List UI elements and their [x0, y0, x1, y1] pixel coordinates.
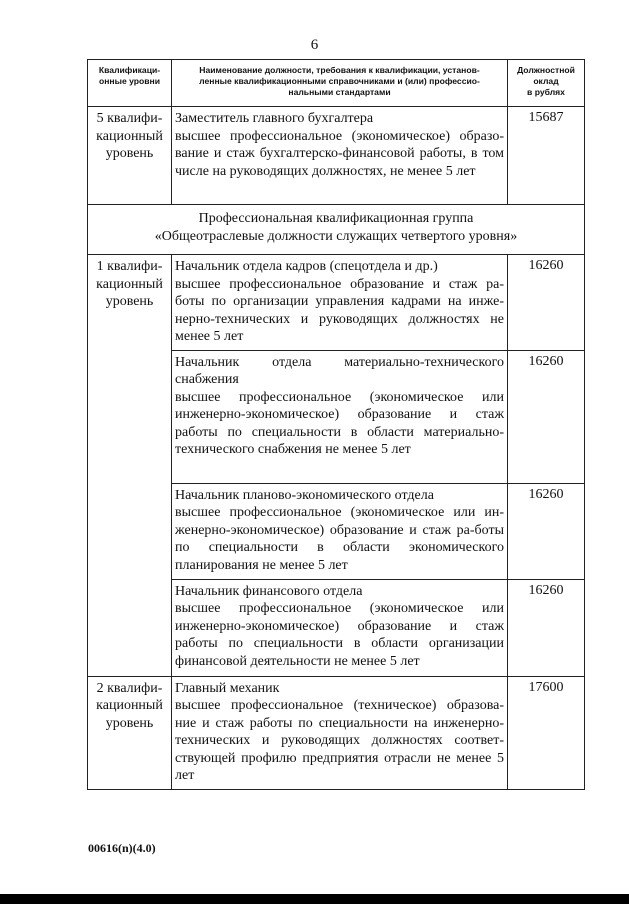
table-header-row: [88, 60, 585, 107]
position-title: Начальник отдела кадров (спецотдела и др.): [175, 259, 438, 274]
salary-cell: 16260: [508, 483, 585, 579]
position-cell: [172, 255, 508, 351]
salary-cell: 16260: [508, 350, 585, 483]
position-title: Начальник финансового отдела: [175, 583, 363, 599]
table-row: [88, 107, 585, 205]
header-levels: Квалификаци- онные уровни: [88, 60, 172, 107]
position-requirements: высшее профессиональное (экономическое) образо-вание и стаж бухгалтерско-финансовой работы, в том числе на руководящих должностях, не менее 5 лет: [175, 128, 504, 179]
salary-cell: 16260: [508, 579, 585, 676]
header-salary: Должностной оклад в рублях: [508, 60, 585, 107]
group-row: [88, 205, 585, 255]
salary-cell: 16260: [508, 255, 585, 351]
position-title: Начальник планово-экономического отдела: [175, 487, 434, 503]
header-position: Наименование должности, требования к квалификации, установ- ленные квалификационными справочниками и (или) профессио- нальными стандартами: [172, 60, 508, 107]
position-title: Заместитель главного бухгалтера: [175, 111, 374, 126]
position-cell: [172, 107, 508, 205]
page-number: 6: [310, 37, 319, 53]
scan-edge-bar: [0, 894, 629, 904]
salary-cell: 17600: [508, 676, 585, 789]
table-row: [88, 255, 585, 351]
position-requirements: высшее профессиональное (техническое) образова-ние и стаж работы по специальности на инженерно-технических и руководящих должностях соответ-ствующей профилю предприятия отрасли не менее 5 лет: [175, 698, 504, 783]
position-requirements: высшее профессиональное (экономическое или инженерно-экономическое) образование и стаж работы по специальности в области организации финансовой деятельности не менее 5 лет: [175, 601, 504, 669]
position-requirements: высшее профессиональное (экономическое или ин-женерно-экономическое) образование и стаж ра-боты по специальности в области экономического планирования не менее 5 лет: [175, 505, 504, 573]
position-requirements: высшее профессиональное образование и стаж ра-боты по организации управления кадрами на инже-нерно-технических и руководящих должностях не менее 5 лет: [175, 276, 504, 344]
document-code: 00616(n)(4.0): [88, 841, 156, 855]
position-requirements: высшее профессиональное (экономическое или инженерно-экономическое) образование и стаж работы по специальности в области материально-технического снабжения не менее 5 лет: [175, 389, 504, 457]
position-cell: [172, 483, 508, 579]
table-row: [88, 676, 585, 789]
salary-cell: 15687: [508, 107, 585, 205]
level-cell: 5 квалифи- кационный уровень: [88, 107, 172, 205]
position-title: Главный механик: [175, 680, 280, 696]
position-title: Начальник отдела материально-технического снабжения: [175, 354, 504, 387]
position-cell: [172, 579, 508, 676]
level-cell: 1 квалифи- кационный уровень: [88, 255, 172, 677]
position-cell: [172, 350, 508, 483]
level-cell: 2 квалифи- кационный уровень: [88, 676, 172, 789]
qualification-table: [87, 59, 585, 790]
group-title: Профессиональная квалификационная группа «Общеотраслевые должности служащих четвертого уровня»: [88, 205, 585, 255]
position-cell: [172, 676, 508, 789]
